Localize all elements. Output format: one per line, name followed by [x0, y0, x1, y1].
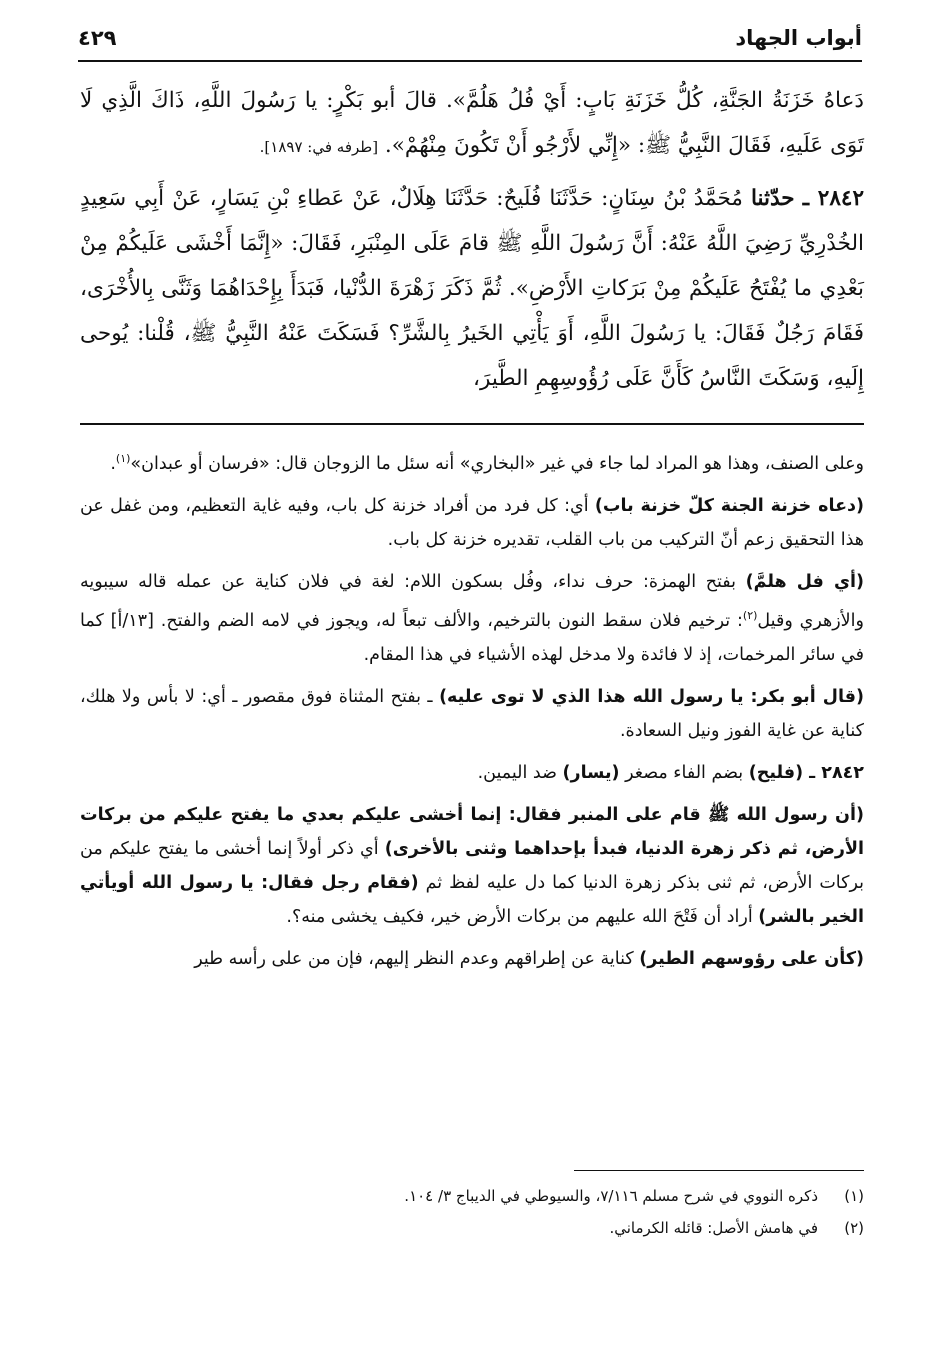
footnote-number: (٢): [844, 1219, 864, 1237]
commentary-text: .: [110, 453, 116, 474]
commentary-text: : ترخيم فلان سقط النون بالترخيم، والألف تبعاً له، ويجوز في لامه الضم والفتح. [١٣/أ] كما في سائر المرخمات، إذ لا فائدة ولا مدخل لهذه الأشياء في هذا المقام.: [80, 610, 864, 665]
commentary-text: أي ذكر أولاً إنما أخشى ما يفتح عليكم من بركات الأرض، ثم ثنى بذكر زهرة الدنيا كما دل عليه لفظ ثم: [80, 838, 864, 893]
lemma: (أي فل هلمَّ): [745, 571, 864, 592]
hadith-paragraph: [80, 78, 864, 170]
hadith-text-1: دَعاهُ خَزَنَةُ الجَنَّةِ، كُلُّ خَزَنَةِ بَابٍ: أَيْ فُلُ هَلُمَّ». قالَ أبو بَكْرٍ: يا رَسُولَ اللَّهِ، ذَاكَ الَّذِي لَا تَوَى عَلَيهِ، فَقَالَ النَّبِيُّ ﷺ: «إِنِّي لأَرْجُو أَنْ تَكُونَ مِنْهُمْ».: [80, 88, 864, 158]
lemma: (فليح): [748, 762, 804, 783]
footnote-ref: (١): [115, 452, 131, 465]
hadith-text: [80, 78, 864, 407]
commentary-text: أراد أن فَتْحَ الله عليهم من بركات الأرض خير، فكيف يخشى منه؟.: [286, 906, 759, 927]
hadith-number: ٢٨٤٢ ـ: [802, 186, 864, 211]
footnote: [80, 1180, 864, 1212]
hadith-paragraph: [80, 176, 864, 401]
commentary-text: وعلى الصنف، وهذا هو المراد لما جاء في غير «البخاري» أنه سئل ما الزوجان قال: «فرسان أو عبدان»: [130, 453, 864, 474]
footnote-rule: [574, 1170, 864, 1171]
hadith-opening: حدّثنا: [751, 186, 795, 211]
commentary: [80, 442, 864, 984]
commentary-paragraph: [80, 489, 864, 557]
lemma: (أن رسول الله ﷺ قام على المنبر فقال: إنما أخشى عليكم بعدي ما يفتح عليكم من بركات الأرض، ثم ذكر زهرة الدنيا، فبدأ بإحداهما وثنى بالأخرى): [80, 804, 864, 859]
commentary-paragraph: [80, 942, 864, 976]
commentary-paragraph: [80, 442, 864, 481]
footnotes: [80, 1180, 864, 1244]
commentary-paragraph: [80, 565, 864, 672]
cross-reference: [طرفه في: ١٨٩٧].: [259, 138, 379, 156]
footnote-text: في هامش الأصل: قائله الكرماني.: [609, 1219, 818, 1237]
commentary-paragraph: [80, 798, 864, 934]
lemma: (دعاه خزنة الجنة كلّ خزنة باب): [594, 495, 865, 516]
commentary-text: أي: كل فرد من أفراد خزنة كل باب، وفيه غاية التعظيم، ومن غفل عن هذا التحقيق زعم أنّ التركيب من باب القلب، تقديره خزنة كل باب.: [80, 495, 864, 550]
commentary-text: ـ بفتح المثناة فوق مقصور ـ أي: لا بأس ولا هلك، كناية عن غاية الفوز ونيل السعادة.: [80, 686, 864, 741]
lemma: (يسار): [562, 762, 620, 783]
footnote: [80, 1212, 864, 1244]
commentary-text: ضد اليمين.: [477, 762, 563, 783]
hadith-text-2: مُحَمَّدُ بْنُ سِنَانٍ: حَدَّثَنَا فُلَيحٌ: حَدَّثَنَا هِلَالٌ، عَنْ عَطاءِ بْنِ يَسَارٍ، عَنْ أَبِي سَعِيدٍ الخُدْرِيِّ رَضِيَ اللَّهُ عَنْهُ: أَنَّ رَسُولَ اللَّهِ ﷺ قامَ عَلَى المِنْبَرِ، فَقَالَ: «إِنَّمَا أَخْشَى عَلَيكُمْ مِنْ بَعْدِي ما يُفْتَحُ عَلَيكُمْ مِنْ بَرَكاتِ الأَرْضِ». ثُمَّ ذَكَرَ زَهْرَةَ الدُّنْيا، فَبَدَأَ بِإِحْدَاهُمَا وَثَنَّى بِالأُخْرَى، فَقَامَ رَجُلٌ فَقَالَ: يا رَسُولَ اللَّهِ، أَوَ يَأْتِي الخَيرُ بِالشَّرِّ؟ فَسَكَتَ عَنْهُ النَّبِيُّ ﷺ، قُلْنا: يُوحى إِلَيهِ، وَسَكَتَ النَّاسُ كَأَنَّ عَلَى رُؤُوسِهِمِ الطَّيرَ،: [80, 186, 864, 391]
footnote-text: ذكره النووي في شرح مسلم ٧/١١٦، والسيوطي في الديباج ٣/ ١٠٤.: [404, 1187, 818, 1205]
footnote-ref: (٢): [742, 608, 758, 622]
lemma: (فقام رجل فقال: يا رسول الله أويأتي الخير بالشر): [80, 872, 864, 927]
lemma: (كأن على رؤوسهم الطير): [639, 948, 864, 969]
commentary-paragraph: [80, 756, 864, 790]
chapter-title: أبواب الجهاد: [735, 26, 862, 50]
commentary-paragraph: [80, 680, 864, 748]
page-number: ٤٢٩: [78, 26, 117, 50]
page-header: [78, 22, 862, 62]
lemma: (قال أبو بكر: يا رسول الله هذا الذي لا توى عليه): [439, 686, 864, 707]
hadith-number: ٢٨٤٢ ـ: [803, 762, 864, 783]
text-divider: [80, 423, 864, 425]
commentary-text: بضم الفاء مصغر: [619, 762, 749, 783]
footnote-number: (١): [844, 1187, 864, 1205]
header-rule: [78, 60, 862, 62]
commentary-text: بفتح الهمزة: حرف نداء، وفُل بسكون اللام: لغة في فلان كناية عن عمله قاله سيبويه والأزهري وقيل: [80, 571, 864, 631]
commentary-text: كناية عن إطراقهم وعدم النظر إليهم، فإن من على رأسه طير: [194, 948, 640, 969]
